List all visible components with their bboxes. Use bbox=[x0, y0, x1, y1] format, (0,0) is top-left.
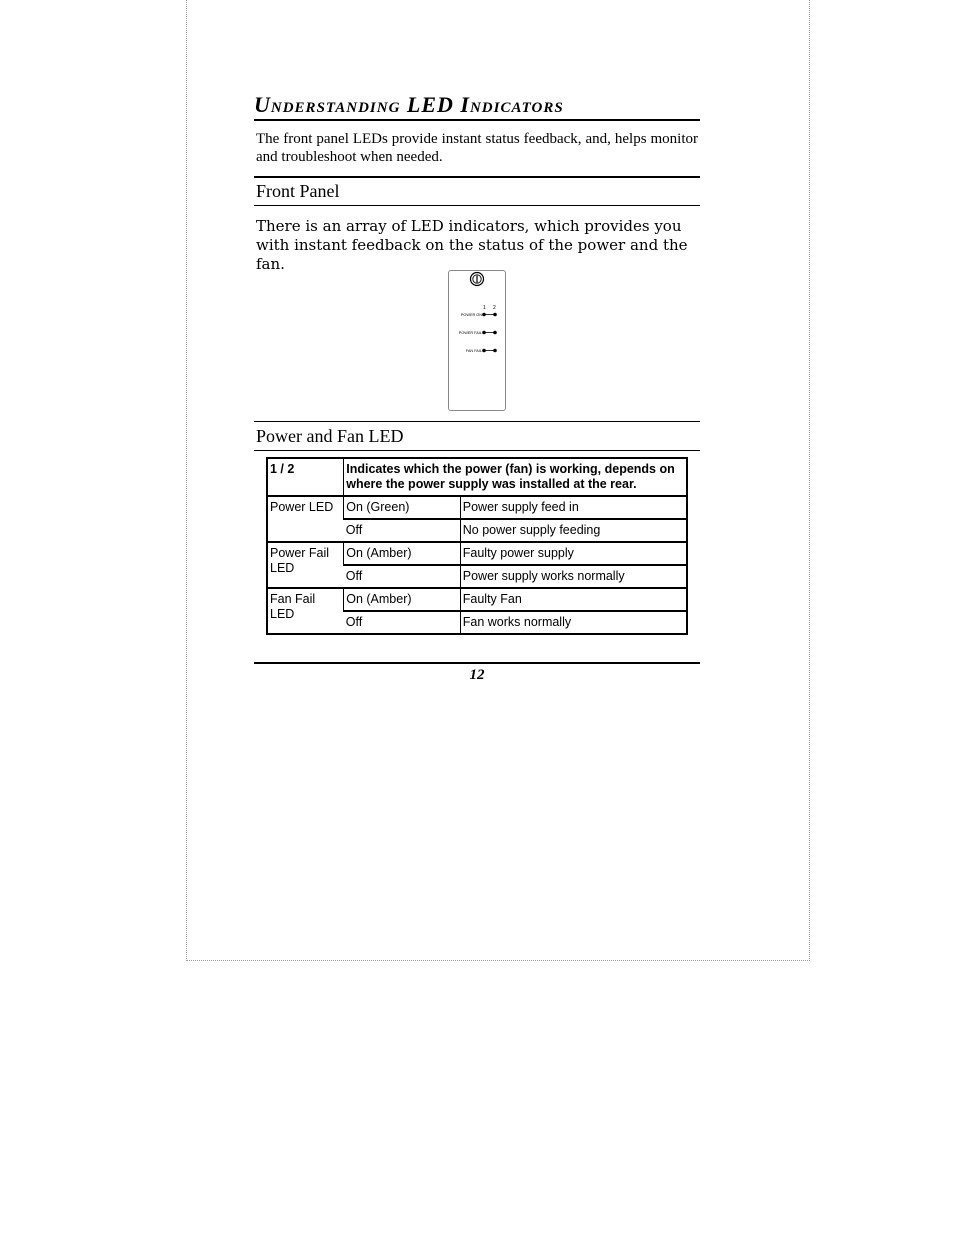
led-column-1: 1 bbox=[483, 305, 486, 311]
led-description-cell: Power supply works normally bbox=[460, 565, 687, 588]
title-rule bbox=[254, 119, 700, 121]
led-description-cell: Faulty power supply bbox=[460, 542, 687, 565]
led-description-cell: Fan works normally bbox=[460, 611, 687, 634]
section2-rule-bottom bbox=[254, 450, 700, 451]
led-name-cell: Power LED bbox=[267, 496, 344, 542]
led-description-cell: Power supply feed in bbox=[460, 496, 687, 519]
led-state-cell: On (Amber) bbox=[344, 542, 461, 565]
led-description-cell: Faulty Fan bbox=[460, 588, 687, 611]
section-heading-front-panel: Front Panel bbox=[256, 181, 340, 201]
led-state-cell: Off bbox=[344, 565, 461, 588]
page-number: 12 bbox=[469, 667, 485, 683]
front-panel-paragraph: There is an array of LED indicators, which provides you with instant feedback on the status of the power and the fan. bbox=[256, 217, 688, 273]
led-state-cell: On (Green) bbox=[344, 496, 461, 519]
led-state-cell: On (Amber) bbox=[344, 588, 461, 611]
table-header-value: Indicates which the power (fan) is working, depends on where the power supply was installed at the rear. bbox=[344, 458, 687, 496]
footer-rule bbox=[254, 662, 700, 664]
power-button-icon bbox=[471, 273, 484, 286]
section-rule-top bbox=[254, 176, 700, 178]
led-power-on-2 bbox=[493, 313, 497, 317]
led-description-cell: No power supply feeding bbox=[460, 519, 687, 542]
front-panel-illustration bbox=[448, 270, 506, 411]
table-header-key: 1 / 2 bbox=[270, 462, 295, 476]
led-label-power-on: POWER ON bbox=[460, 313, 482, 317]
page-title: Understanding LED Indicators bbox=[254, 92, 564, 117]
led-fan-fail-2 bbox=[493, 349, 497, 353]
led-state-cell: Off bbox=[344, 519, 461, 542]
led-table bbox=[266, 457, 688, 635]
table-header-row bbox=[267, 458, 687, 496]
table-row bbox=[267, 588, 687, 611]
led-label-fan-fail: FAN FAIL bbox=[465, 349, 482, 353]
section-rule-bottom bbox=[254, 205, 700, 206]
section2-rule-top bbox=[254, 421, 700, 422]
led-label-power-fail: POWER FAIL bbox=[458, 331, 482, 335]
intro-paragraph: The front panel LEDs provide instant status feedback, and, helps monitor and troubleshoot when needed. bbox=[256, 131, 698, 165]
table-row bbox=[267, 542, 687, 565]
led-name-cell: Fan Fail LED bbox=[267, 588, 344, 634]
table-row bbox=[267, 496, 687, 519]
led-state-cell: Off bbox=[344, 611, 461, 634]
led-power-fail-2 bbox=[493, 331, 497, 335]
section-heading-power-fan-led: Power and Fan LED bbox=[256, 426, 404, 446]
led-column-2: 2 bbox=[493, 305, 496, 311]
led-name-cell: Power Fail LED bbox=[267, 542, 344, 588]
